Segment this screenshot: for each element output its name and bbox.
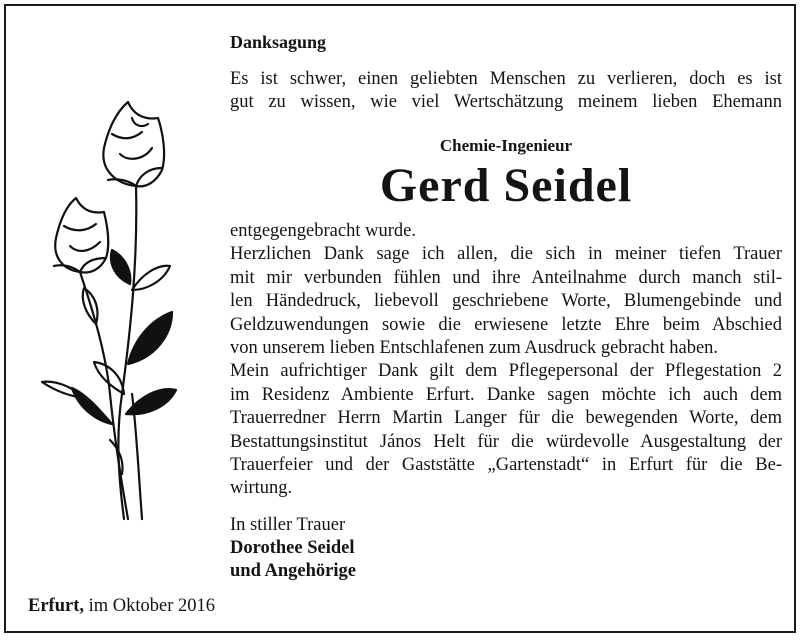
signature-block: [230, 514, 356, 583]
body-line: len Händedruck, liebevoll geschriebene Worte, Blumengebinde und: [230, 291, 782, 312]
deceased-name: Gerd Seidel: [379, 159, 633, 212]
intro-line: gut zu wissen, wie viel Wertschätzung meinem lieben Ehemann: [230, 92, 782, 112]
body-line: von unserem lieben Entschlafenen zum Ausdruck gebracht haben.: [230, 338, 719, 359]
intro-line: Es ist schwer, einen geliebten Menschen zu verlieren, doch es ist: [230, 69, 782, 89]
footer-date: im Oktober 2016: [88, 596, 216, 616]
signature-closing: In stiller Trauer: [230, 515, 346, 535]
body-line: Trauerredner Herrn Martin Langer für die bewegenden Worte, dem: [230, 408, 782, 429]
body-line: Bestattungsinstitut János Helt für die würdevolle Ausgestaltung der: [230, 431, 782, 452]
intro-text: [230, 68, 782, 114]
place-date-line: [28, 596, 215, 617]
body-text: [230, 220, 782, 501]
body-line: Geldzuwendungen sowie die erwiesene letzte Ehre beim Abschied: [230, 314, 782, 335]
body-line: im Residenz Ambiente Erfurt. Danke sagen möchte ich auch dem: [230, 384, 782, 405]
signature-signer: Dorothee Seidel: [230, 538, 355, 558]
body-line: wirtung.: [230, 478, 293, 499]
obituary-notice: [4, 4, 796, 633]
body-line: entgegengebracht wurde.: [230, 221, 416, 241]
deceased-profession: Chemie-Ingenieur: [439, 136, 573, 155]
body-line: Herzlichen Dank sage ich allen, die sich in meiner tiefen Trauer: [230, 244, 782, 265]
notice-heading: Danksagung: [230, 32, 327, 52]
footer-place: Erfurt,: [28, 596, 84, 616]
rose-illustration-icon: [24, 94, 194, 524]
signature-family: und Angehörige: [230, 561, 356, 581]
body-line: Mein aufrichtiger Dank gilt dem Pflegepersonal der Pflegestation 2: [230, 361, 782, 382]
body-line: Trauerfeier und der Gaststätte „Gartenstadt“ in Erfurt für die Be-: [230, 455, 782, 476]
body-line: mit mir verbunden fühlen und ihre Anteilnahme durch manch stil-: [230, 267, 782, 288]
